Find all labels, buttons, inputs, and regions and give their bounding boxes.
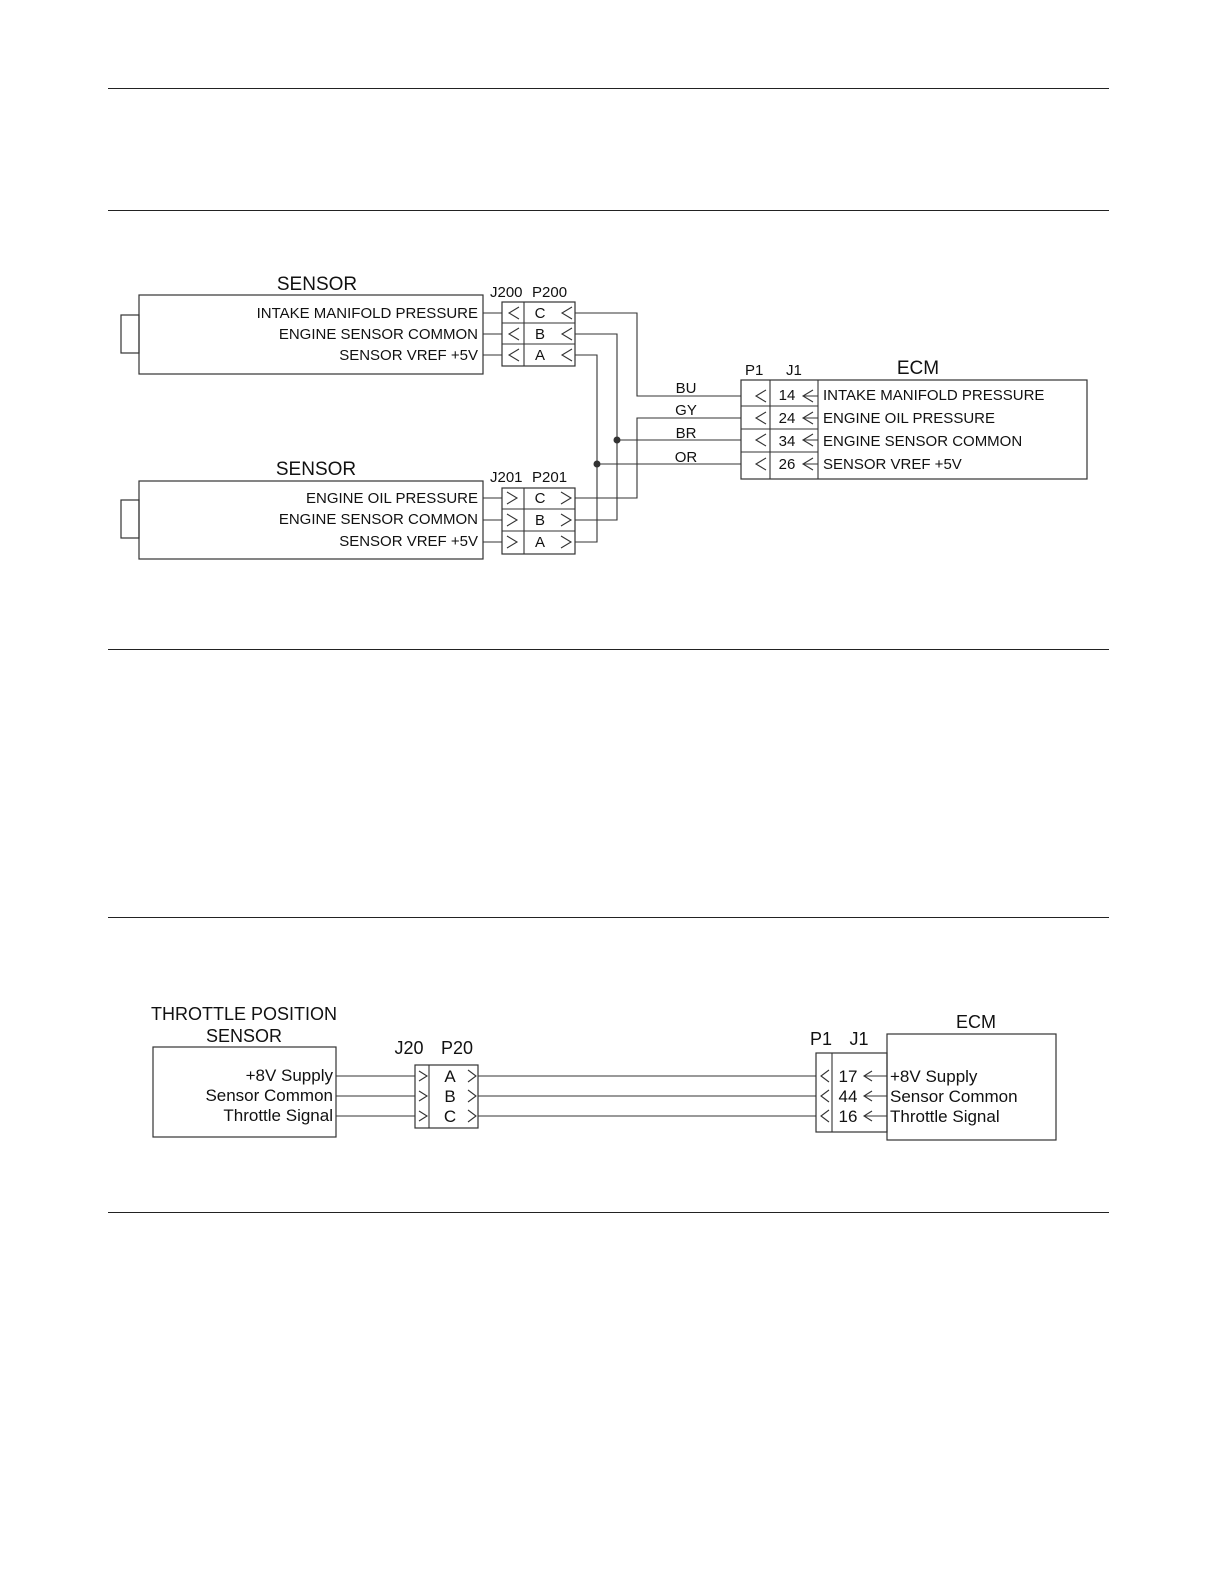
ecm-2 [810,1012,1056,1140]
harness-wires [575,313,741,542]
throttle-sensor-pin-3: Throttle Signal [223,1106,333,1125]
ecm-2-connector-j1: J1 [849,1029,869,1049]
ecm-1-connector-p1: P1 [745,362,764,379]
sensor-top-pin-3: SENSOR VREF +5V [339,347,478,364]
sensor-bottom-plug [121,500,139,538]
splice-common [614,437,621,444]
throttle-sensor-pin-1: +8V Supply [245,1066,333,1085]
connector-p20-label: P20 [440,1038,474,1058]
ecm-2-connector-p1: P1 [809,1029,833,1049]
sensor-top-pin-2: ENGINE SENSOR COMMON [278,326,478,343]
ecm-1-label-2: ENGINE OIL PRESSURE [823,410,995,427]
ecm-1-label-3: ENGINE SENSOR COMMON [823,433,1023,450]
connector-j200-pin-c: C [534,305,546,322]
connector-j201-pin-c: C [534,490,546,507]
connector-j200-pin-b: B [534,326,546,343]
throttle-sensor-pin-2: Sensor Common [205,1086,333,1105]
ecm-1-label-1: INTAKE MANIFOLD PRESSURE [823,387,1045,404]
connector-j20-pin-b: B [444,1087,456,1106]
throttle-sensor-schematic [151,1004,1056,1140]
connector-j201-p201 [483,469,575,554]
ecm-1-label-4: SENSOR VREF +5V [823,456,962,473]
sensor-bottom-pin-2: ENGINE SENSOR COMMON [278,511,478,528]
ecm-2-pin-44: 44 [838,1087,858,1106]
sensor-bottom-title: SENSOR [275,459,357,480]
connector-j200-pin-a: A [534,347,546,364]
connector-j20-p20 [336,1038,478,1128]
throttle-sensor-title-line1: THROTTLE POSITION [150,1004,338,1024]
wire-color-or: OR [674,449,698,466]
ecm-2-pin-17: 17 [838,1067,858,1086]
sensor-top-pin-1: INTAKE MANIFOLD PRESSURE [256,305,478,322]
connector-j201-pin-a: A [534,534,546,551]
sensor-bottom [121,459,483,559]
connector-j200-label: J200 [490,284,523,301]
ecm-1-pin-14: 14 [778,387,796,404]
connector-j20-label: J20 [394,1038,424,1058]
ecm-2-pin-16: 16 [838,1107,858,1126]
connector-j20-pin-a: A [444,1067,456,1086]
sensor-bottom-pin-1: ENGINE OIL PRESSURE [306,490,478,507]
ecm-2-label-3: Throttle Signal [890,1107,1000,1126]
ecm-1 [741,358,1087,479]
sensor-top-plug [121,315,139,353]
throttle-sensor-title-line2: SENSOR [205,1026,283,1046]
throttle-sensor [151,1004,337,1137]
ecm-1-pin-26: 26 [778,456,796,473]
sensor-top-title: SENSOR [276,274,358,295]
sensor-bottom-pin-3: SENSOR VREF +5V [339,533,478,550]
ecm-1-connector-j1: J1 [786,362,802,379]
connector-j200-p200 [483,284,575,366]
connector-j201-label: J201 [490,469,523,486]
connector-j201-pin-b: B [534,512,546,529]
connector-j20-pin-c: C [443,1107,457,1126]
wire-color-bu: BU [675,380,697,397]
sensor-top [121,274,483,374]
ecm-2-title: ECM [956,1012,996,1032]
wire-color-br: BR [675,425,697,442]
ecm-1-pin-34: 34 [778,433,796,450]
splice-vref [594,461,601,468]
throttle-harness [478,1076,816,1116]
ecm-1-title: ECM [896,358,940,379]
pressure-sensor-schematic [121,274,1087,559]
connector-p200-label: P200 [532,284,568,301]
ecm-2-label-2: Sensor Common [890,1087,1018,1106]
ecm-2-label-1: +8V Supply [890,1067,978,1086]
ecm-1-pin-24: 24 [778,410,796,427]
connector-p201-label: P201 [532,469,568,486]
wire-color-gy: GY [675,402,697,419]
